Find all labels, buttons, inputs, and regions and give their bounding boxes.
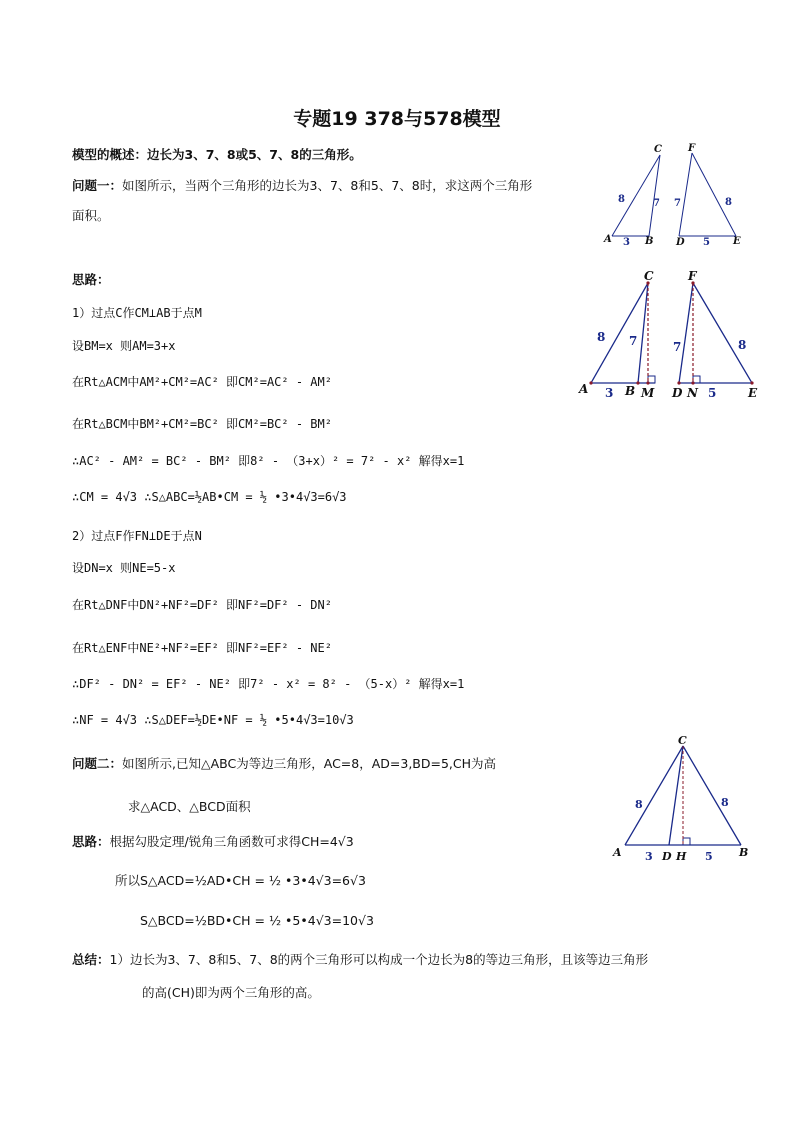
- question-one: [72, 178, 532, 194]
- q2-solution-text: 根据勾股定理/锐角三角函数可求得CH=4√3: [109, 834, 354, 849]
- step1-2: 在Rt△ACM中AM²+CM²=AC² 即CM²=AC² - AM²: [72, 375, 332, 389]
- q1-line2: 面积。: [72, 208, 110, 223]
- vertex-d: D: [676, 237, 685, 248]
- q1-line1: 如图所示，当两个三角形的边长为3、7、8和5、7、8时，求这两个三角形: [122, 178, 533, 193]
- vertex-c: C: [644, 269, 654, 283]
- vertex-a: A: [604, 234, 612, 245]
- summary-line2: 的高(CH)即为两个三角形的高。: [142, 985, 320, 1000]
- step1-0: 1）过点C作CM⊥AB于点M: [72, 306, 202, 320]
- vertex-f: F: [688, 269, 697, 283]
- vertex-b: B: [645, 236, 654, 247]
- vertex-a: A: [579, 382, 589, 396]
- page-title: 专题19 378与578模型: [293, 108, 501, 130]
- side-df: 7: [673, 340, 682, 354]
- vertex-b: B: [625, 384, 636, 398]
- step2-5: ∴NF = 4√3 ∴S△DEF=½DE•NF = ½ •5•4√3=10√3: [72, 713, 354, 727]
- vertex-h: H: [676, 850, 687, 863]
- summary: [72, 952, 648, 968]
- step1-5: ∴CM = 4√3 ∴S△ABC=½AB•CM = ½ •3•4√3=6√3: [72, 490, 347, 504]
- q2-solution-label: 思路：: [72, 834, 110, 849]
- step2-0: 2）过点F作FN⊥DE于点N: [72, 529, 202, 543]
- side-ac: 8: [635, 798, 643, 811]
- side-ad: 3: [645, 850, 653, 863]
- step2-1: 设DN=x 则NE=5-x: [72, 561, 176, 575]
- side-ef: 8: [738, 338, 747, 352]
- overview-label: 模型的概述：: [72, 147, 148, 162]
- summary-line1: 1）边长为3、7、8和5、7、8的两个三角形可以构成一个边长为8的等边三角形，且该等边三角形: [109, 952, 649, 967]
- vertex-d: D: [672, 386, 683, 400]
- side-bc: 7: [653, 198, 660, 209]
- step1-3: 在Rt△BCM中BM²+CM²=BC² 即CM²=BC² - BM²: [72, 417, 332, 431]
- q1-label: 问题一：: [72, 178, 123, 193]
- side-bc: 8: [721, 796, 729, 809]
- step1-4: ∴AC² - AM² = BC² - BM² 即8² - （3+x）² = 7² - x² 解得x=1: [72, 454, 465, 468]
- side-de: 5: [703, 237, 710, 248]
- q2-solution-line1: 所以S△ACD=½AD•CH = ½ •3•4√3=6√3: [115, 873, 366, 888]
- vertex-b: B: [739, 846, 749, 859]
- side-ac: 8: [618, 194, 625, 205]
- vertex-d: D: [662, 850, 672, 863]
- q2-line2: 求△ACD、△BCD面积: [128, 799, 251, 814]
- side-de: 5: [708, 386, 717, 400]
- overview: [72, 147, 362, 163]
- vertex-c: C: [654, 144, 662, 155]
- vertex-e: E: [748, 386, 758, 400]
- vertex-c: C: [678, 734, 687, 747]
- side-ab: 3: [623, 237, 630, 248]
- vertex-n: N: [687, 386, 698, 400]
- vertex-m: M: [641, 386, 655, 400]
- q2-solution-line2: S△BCD=½BD•CH = ½ •5•4√3=10√3: [140, 913, 374, 928]
- vertex-e: E: [733, 236, 741, 247]
- overview-text: 边长为3、7、8或5、7、8的三角形。: [147, 147, 362, 162]
- step1-1: 设BM=x 则AM=3+x: [72, 339, 176, 353]
- figure-triangles-with-heights: [575, 265, 775, 405]
- side-bd: 5: [705, 850, 713, 863]
- figure-two-triangles: [595, 140, 765, 252]
- thinking-label: 思路：: [72, 272, 110, 287]
- vertex-a: A: [613, 846, 622, 859]
- side-ab: 3: [605, 386, 614, 400]
- vertex-f: F: [688, 143, 696, 154]
- step2-2: 在Rt△DNF中DN²+NF²=DF² 即NF²=DF² - DN²: [72, 598, 332, 612]
- side-bc: 7: [629, 334, 638, 348]
- q2-solution: [72, 834, 354, 850]
- question-two: [72, 756, 496, 772]
- q2-label: 问题二：: [72, 756, 123, 771]
- q2-line1: 如图所示,已知△ABC为等边三角形，AC=8，AD=3,BD=5,CH为高: [122, 756, 497, 771]
- side-df: 7: [674, 198, 681, 209]
- side-ac: 8: [597, 330, 606, 344]
- summary-label: 总结：: [72, 952, 110, 967]
- step2-3: 在Rt△ENF中NE²+NF²=EF² 即NF²=EF² - NE²: [72, 641, 332, 655]
- figure-equilateral-triangle: [605, 732, 765, 867]
- side-ef: 8: [725, 197, 732, 208]
- step2-4: ∴DF² - DN² = EF² - NE² 即7² - x² = 8² - （5-x）² 解得x=1: [72, 677, 465, 691]
